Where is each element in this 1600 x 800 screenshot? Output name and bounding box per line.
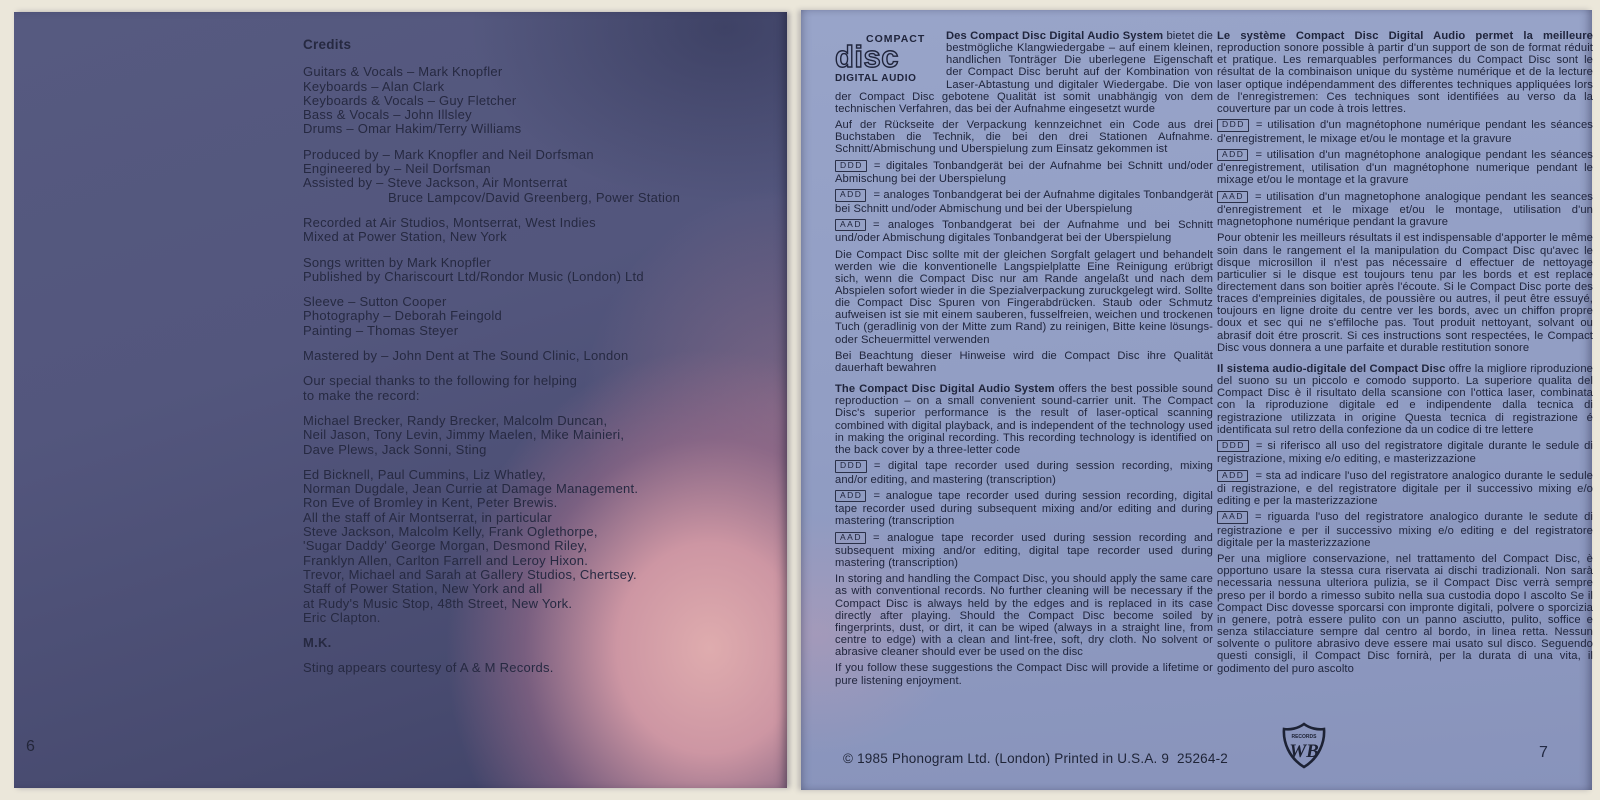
paragraph: Pour obtenir les meilleurs résultats il est indispensable d'apporter le même soin dans le rangement el la manipulation du Compact Disc qu'avec le disque microsillon il n'est pas nécessaire d effectuer de nettoyage particulier si le disque est toujours tenu par les bords et est replace directement dans son boitier après l'écoute. Si le Compact Disc porte des traces d'empreinies digitales, de poussière ou autres, il peut être essuyé, toujours en ligne droite du centre ver les bords, avec un chiffon propre doux et sec qui ne s'effiloche pas. Tout produit nettoyant, solvant ou abrasif doit étre proscrit. Si ces instructions sont respectées, le Compact Disc vous donnera a une parfaite et durable restitution sonore xyxy=(1217,232,1593,354)
recording-code-entry xyxy=(835,532,1213,570)
text-line: Guitars & Vocals – Mark Knopfler xyxy=(303,64,503,80)
credit-block-thanks-staff xyxy=(303,468,773,625)
text-line: Keyboards – Alan Clark xyxy=(303,78,445,94)
recording-code-entry xyxy=(1217,119,1593,145)
text-line: Ron Eve of Bromley in Kent, Peter Brewis. xyxy=(303,495,558,511)
credit-block-musicians xyxy=(303,65,773,136)
french-intro-body: reproduction sonore possible à partir d'un support de son de format réduit et pratique. Les remarquables performances du Compact Disc sont le résultat de la combinaison unique du système numérique et de la lecture laser optique indépendamment des differentes techniques appliquées lors de l'enregistremen: Ces techniques sont identifiées au verso da la couverture par un code à trois lettres. xyxy=(1217,42,1593,115)
text-line: M.K. xyxy=(303,635,332,651)
english-intro-heading: The Compact Disc Digital Audio System xyxy=(835,383,1055,396)
logo-text-digital-audio: DIGITAL AUDIO xyxy=(835,73,917,83)
text-line: Keyboards & Vocals – Guy Fletcher xyxy=(303,92,517,108)
paragraph: Die Compact Disc sollte mit der gleichen Sorgfalt gelagert und behandelt werden wie die konventionelle Langspielplatte Eine Reinigung erübrigt sich, wenn die Compact Disc nur am Rande angelaßt und nach dem Abspielen sofort wieder in die Spezialverpackung zuruckgelegt wird. Sollte die Compact Disc Spuren von Fingerabdrücken. Staub oder Schmutz aufweisen ist sie mit einem sauberen, fusselfreien, weichen und trockenen Tuch (geradlinig von der Mitte zum Rand) zu reinigen, Bitte keine lösungs- oder Scheuermittel verwenden xyxy=(835,248,1213,346)
credit-block-publishing xyxy=(303,256,773,285)
text-line: Bass & Vocals – John Illsley xyxy=(303,107,472,123)
right-page-column-1 xyxy=(835,30,1213,691)
english-code-list xyxy=(835,460,1213,569)
text-line: All the staff of Air Montserrat, in particular xyxy=(303,509,552,525)
logo-text-disc: disc xyxy=(835,39,900,74)
recording-code-description: = si riferisco all uso del registratore digitale durante le sedule di registrazione, mixing e/o editing, e masterizzazione xyxy=(1217,439,1593,466)
recording-code-badge: ADD xyxy=(1217,149,1248,162)
credit-block-artwork xyxy=(303,295,773,338)
logo-text-compact: COMPACT xyxy=(866,33,926,45)
text-line: Trevor, Michael and Sarah at Gallery Studios, Chertsey. xyxy=(303,566,637,582)
page-number-right: 7 xyxy=(1539,744,1548,761)
german-post-paragraphs xyxy=(835,249,1213,375)
text-line: Painting – Thomas Steyer xyxy=(303,322,459,338)
german-intro-body: bietet die bestmögliche Klangwiedergabe – auf einem kleinen, handlichen Tonträger Die uberlegene Eigenschaft der Compact Disc beruht auf der Kombination von Laser-Abtastung und digitaler Wiedergabe. Die von der Compact Disc gebotene Qualität ist somit unabhängig von dem technischen Verfahren, das bei der Aufnahme eingesetzt wurde xyxy=(835,30,1213,115)
section-german xyxy=(835,30,1213,374)
paragraph: Bei Beachtung dieser Hinweise wird die Compact Disc ihre Qualität dauerhaft bewahren xyxy=(835,349,1213,374)
warner-bros-records-logo xyxy=(1281,722,1327,770)
german-code-list xyxy=(835,160,1213,245)
english-intro-body: offers the best possible sound reproduction – on a small convenient sound-carrier unit. The Compact Disc's superior performance is the result of laser-optical scanning combined with digital playback, and is independent of the technology used in making the original recording. This recording technology is identified on the back cover by a three-letter code xyxy=(835,383,1214,456)
recording-code-description: = utilisation d'un magnétophone analogique pendant les séances d'enregistrement, utilisation d'un magnétophone numerique pendant le mixage et/ou le montage et la gravure xyxy=(1217,148,1593,187)
english-intro xyxy=(835,383,1213,456)
recording-code-entry xyxy=(835,460,1213,486)
french-post-paragraphs xyxy=(1217,232,1593,354)
paragraph: If you follow these suggestions the Compact Disc will provide a lifetime or pure listening enjoyment. xyxy=(835,662,1213,687)
text-line: at Rudy's Music Stop, 48th Street, New York. xyxy=(303,595,573,611)
recording-code-entry xyxy=(835,160,1213,186)
wb-initials: WB xyxy=(1289,741,1319,762)
text-line: Photography – Deborah Feingold xyxy=(303,308,503,324)
text-line: 'Sugar Daddy' George Morgan, Desmond Riley, xyxy=(303,538,588,554)
text-line: Recorded at Air Studios, Montserrat, West Indies xyxy=(303,214,596,230)
text-line: Eric Clapton. xyxy=(303,609,381,625)
text-line: Produced by – Mark Knopfler and Neil Dorfsman xyxy=(303,146,594,162)
recording-code-entry xyxy=(1217,149,1593,187)
credits-heading: Credits xyxy=(303,37,352,52)
right-page-column-2 xyxy=(1217,30,1593,679)
text-line: Norman Dugdale, Jean Currie at Damage Management. xyxy=(303,481,639,497)
recording-code-description: = analoges Tonbandgerat bei der Aufnahme und bei Schnitt und/oder Abmischung digitales Tonbandgerat bei der Uberspielung xyxy=(835,218,1213,245)
text-line: Dave Plews, Jack Sonni, Sting xyxy=(303,441,487,457)
booklet-left-page xyxy=(14,12,787,788)
recording-code-description: = analoges Tonbandgerat bei der Aufnahme digitales Tonbandgerät bei Schnitt und/oder Abmischung und bei der Uberspielung xyxy=(835,189,1213,215)
credit-block-thanks-intro xyxy=(303,374,773,403)
recording-code-description: = digital tape recorder used during session recording, mixing and/or editing, and mastering (transcription) xyxy=(835,460,1213,486)
german-intro-heading: Des Compact Disc Digital Audio System xyxy=(946,30,1164,42)
text-line: Drums – Omar Hakim/Terry Williams xyxy=(303,121,522,137)
paragraph: In storing and handling the Compact Disc, you should apply the same care as with conventional records. No further cleaning will be necessary if the Compact Disc is always held by the edges and is replaced in its case directly after playing. Should the Compact Disc become soiled by fingerprints, dust, or dirt, it can be wiped (always in a straight line, from centre to edge) with a clean and lint-free, soft, dry cloth. No solvent or abrasive cleaner should ever be used on the disc xyxy=(835,573,1213,659)
recording-code-description: = utilisation d'un magnétophone numérique pendant les séances d'enregistrement, le mixage et/ou le montage et la gravure xyxy=(1217,119,1593,145)
french-code-list xyxy=(1217,119,1593,228)
recording-code-entry xyxy=(1217,470,1593,508)
italian-post-paragraphs xyxy=(1217,553,1593,675)
text-line: Sting appears courtesy of A & M Records. xyxy=(303,660,554,676)
text-line: Staff of Power Station, New York and all xyxy=(303,581,543,597)
text-line: Engineered by – Neil Dorfsman xyxy=(303,161,491,177)
recording-code-description: = digitales Tonbandgerät bei der Aufnahme bei Schnitt und/oder Abmischung bei der Uberspielung xyxy=(835,159,1213,186)
recording-code-entry xyxy=(835,490,1213,528)
text-line: Ed Bicknell, Paul Cummins, Liz Whatley, xyxy=(303,466,546,482)
german-pre-paragraphs xyxy=(835,119,1213,155)
copyright-line: © 1985 Phonogram Ltd. (London) Printed in U.S.A. 9 25264-2 xyxy=(843,751,1228,766)
text-line: Mixed at Power Station, New York xyxy=(303,229,507,245)
recording-code-badge: DDD xyxy=(1217,440,1249,453)
recording-code-badge: AAD xyxy=(835,219,866,232)
recording-code-badge: AAD xyxy=(1217,511,1248,524)
wb-records-text: RECORDS xyxy=(1291,734,1317,740)
italian-intro-body: offre la migliore riproduzione del suono su un piccolo e comodo supporto. La superiore qualita del Compact Disc è il risultato della scansione con l'ottica laser, combinata con la riproduzione digitale ed e indipendente dalla tecnica di registrazione utilizzata in origine Questa tecnica di registrazione é identificata sul retro della confezione da un codice di tre lettere xyxy=(1217,362,1594,436)
recording-code-description: = sta ad indicare l'uso del registratore analogico durante le sedule di registrazione, e del registratore digitale per il successivo mixing e/o editing e per la masterizzazione xyxy=(1217,469,1593,508)
recording-code-badge: DDD xyxy=(1217,119,1249,132)
page-number-left: 6 xyxy=(26,738,35,755)
paragraph: Auf der Rückseite der Verpackung kennzeichnet ein Code aus drei Buchstaben die Technik, die bei den drei Stationen Aufnahme. Schnitt/Abmischung und Uberspielung zum Einsatz gekommen ist xyxy=(835,119,1213,156)
french-intro xyxy=(1217,30,1593,115)
recording-code-badge: ADD xyxy=(835,490,866,503)
recording-code-entry xyxy=(1217,511,1593,549)
text-line: Neil Jason, Tony Levin, Jimmy Maelen, Mike Mainieri, xyxy=(303,427,625,443)
text-line: Bruce Lampcov/David Greenberg, Power Station xyxy=(303,189,681,205)
text-line: Songs written by Mark Knopfler xyxy=(303,254,492,270)
booklet-right-page xyxy=(801,10,1592,790)
text-line: Published by Chariscourt Ltd/Rondor Music (London) Ltd xyxy=(303,268,644,284)
credit-block-thanks-players xyxy=(303,414,773,457)
text-line: Sleeve – Sutton Cooper xyxy=(303,294,447,310)
recording-code-badge: ADD xyxy=(1217,470,1248,483)
text-line: Franklyn Allen, Carlton Farrell and Leroy Hixon. xyxy=(303,552,589,568)
italian-intro xyxy=(1217,363,1593,436)
recording-code-description: = utilisation d'un magnetophone analogique pendant les seances d'enregistrement et le mixage et/ou le montage, utilisation d'un magnetophone numérique pendant la gravure xyxy=(1217,190,1593,229)
text-line: Mastered by – John Dent at The Sound Clinic, London xyxy=(303,348,629,364)
recording-code-entry xyxy=(835,219,1213,245)
credit-block-production xyxy=(303,148,773,205)
paragraph: Per una migliore conservazione, nel trattamento del Compact Disc, è opportuno usare la stessa cura riservata ai dischi tradizionali. Non sarà necessaria nessuna ulteriora pulizia, se il Compact Disc verrà sempre preso per il bordo a rimesso subito nella sua custodia dopo I ascolto Se il Compact Disc dovesse sporcarsi con impronte digitali, polvere o sporcizia in genere, potrà essere pulito con un panno asciutto, pulito, soffice e senza stilacciature sempre dal centro al bordo, in linea retta. Nessun solvente o pulitore abrasivo deve essere mai usato sul disco. Seguendo questi consigli, il Compact Disc fornirà, per la durata di una vita, il godimento del puro ascolto xyxy=(1217,553,1593,675)
text-line: Michael Brecker, Randy Brecker, Malcolm Duncan, xyxy=(303,412,608,428)
recording-code-description: = analogue tape recorder used during session recording and subsequent mixing and/or editing, digital tape recorder used during mastering (transcription) xyxy=(835,531,1213,570)
recording-code-description: = analogue tape recorder used during session recording, digital tape recorder used during subsequent mixing and/or editing and during mastering (transcription xyxy=(835,489,1213,528)
credit-block-initials xyxy=(303,636,773,650)
recording-code-description: = riguarda l'uso del registratore analogico durante le sedute di registrazione e per il successivo mixing e/o editing e del registratore digitale per la masterizzazione xyxy=(1217,511,1593,549)
recording-code-badge: DDD xyxy=(835,160,867,173)
section-italian xyxy=(1217,363,1593,675)
text-line: Assisted by – Steve Jackson, Air Montserrat xyxy=(303,175,568,191)
text-line: to make the record: xyxy=(303,387,420,403)
credits-text xyxy=(303,38,773,687)
credit-block-mastering xyxy=(303,349,773,363)
recording-code-badge: ADD xyxy=(835,189,866,202)
compact-disc-logo-graphic xyxy=(835,31,939,83)
credit-block-studios xyxy=(303,216,773,245)
text-line: Steve Jackson, Malcolm Kelly, Frank Oglethorpe, xyxy=(303,524,598,540)
section-english xyxy=(835,383,1213,687)
recording-code-entry xyxy=(1217,191,1593,229)
french-intro-heading: Le système Compact Disc Digital Audio permet la meilleure xyxy=(1217,30,1593,42)
recording-code-badge: AAD xyxy=(835,532,866,545)
credit-block-sting-note xyxy=(303,661,773,675)
compact-disc-digital-audio-logo xyxy=(835,31,939,83)
recording-code-badge: AAD xyxy=(1217,191,1248,204)
text-line: Our special thanks to the following for helping xyxy=(303,373,578,389)
recording-code-badge: DDD xyxy=(835,460,867,473)
section-french xyxy=(1217,30,1593,354)
recording-code-entry xyxy=(835,189,1213,215)
italian-intro-heading: Il sistema audio-digitale del Compact Disc xyxy=(1217,362,1446,375)
italian-code-list xyxy=(1217,440,1593,549)
wb-shield-icon xyxy=(1281,722,1327,770)
english-post-paragraphs xyxy=(835,573,1213,686)
recording-code-entry xyxy=(1217,440,1593,466)
